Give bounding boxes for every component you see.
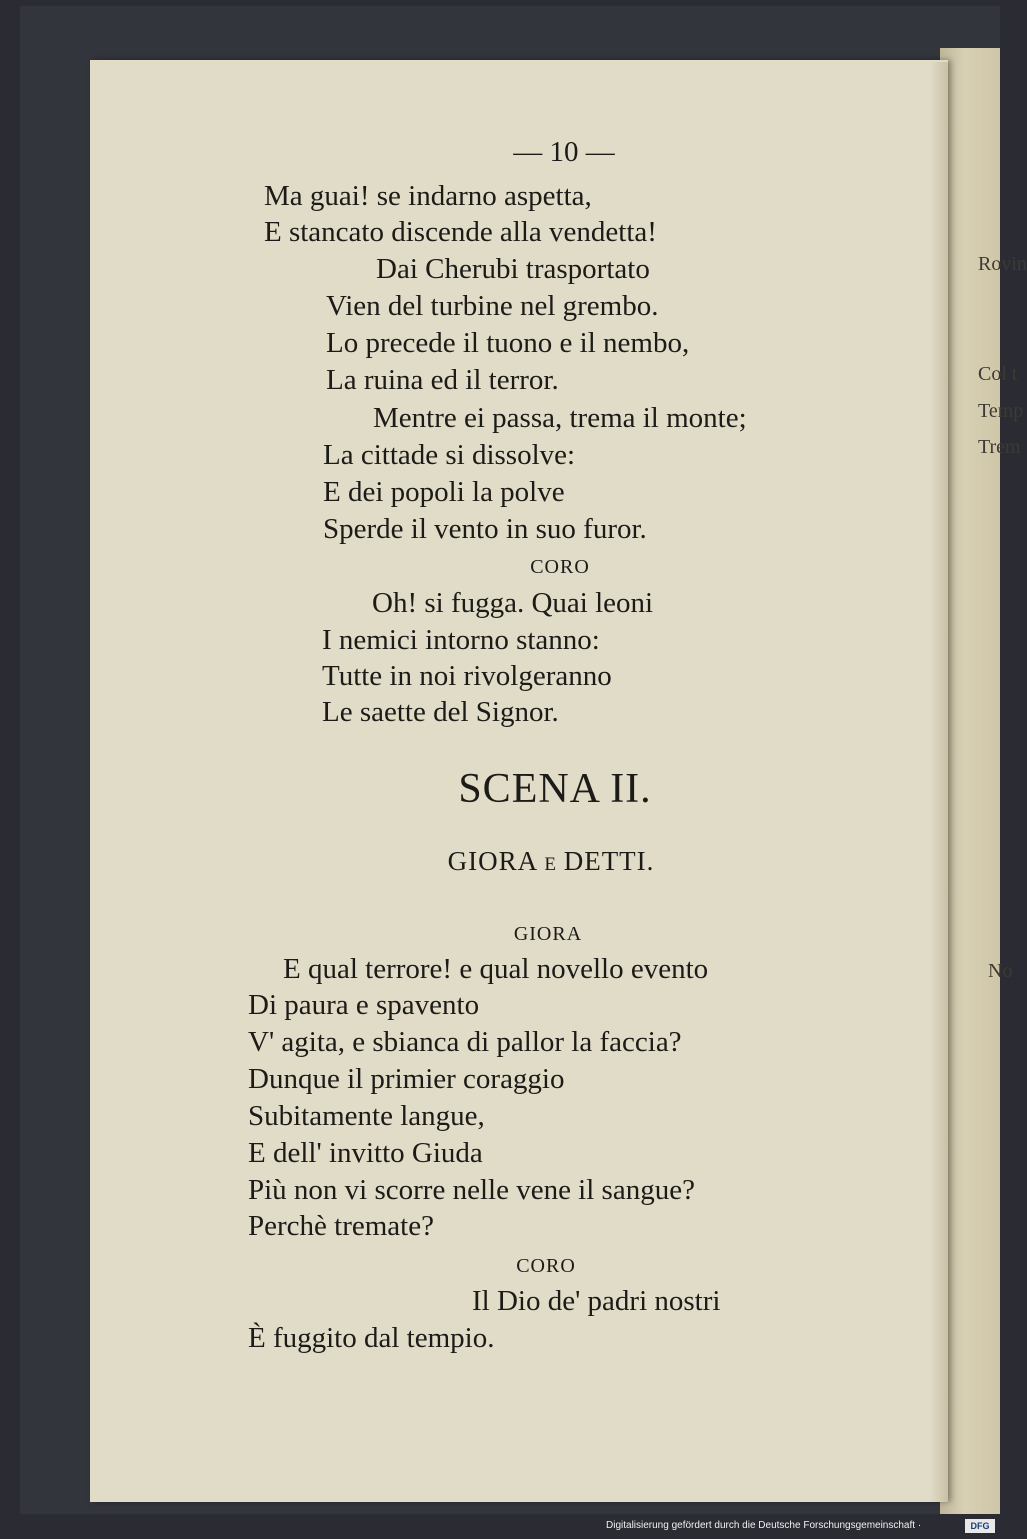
verse-line: Mentre ei passa, trema il monte; bbox=[373, 402, 747, 434]
speaker-label: CORO bbox=[516, 1255, 576, 1277]
verse-line: Subitamente langue, bbox=[248, 1100, 485, 1132]
verse-line: Sperde il vento in suo furor. bbox=[323, 513, 647, 545]
dfg-logo: DFG bbox=[965, 1519, 995, 1533]
adjacent-page-text: Rovin bbox=[978, 253, 1027, 275]
verse-line: E qual terrore! e qual novello evento bbox=[283, 953, 709, 985]
character-name: GIORA bbox=[447, 846, 537, 876]
verse-line: La ruina ed il terror. bbox=[326, 364, 559, 396]
verse-line: Le saette del Signor. bbox=[322, 696, 559, 728]
verse-line: Dunque il primier coraggio bbox=[248, 1063, 565, 1095]
adjacent-page-text: Trem bbox=[978, 436, 1021, 458]
verse-line: E dei popoli la polve bbox=[323, 476, 565, 508]
verse-line: È fuggito dal tempio. bbox=[248, 1322, 495, 1354]
verse-line: V' agita, e sbianca di pallor la faccia? bbox=[248, 1026, 682, 1058]
adjacent-page-text: Temp bbox=[978, 400, 1024, 422]
verse-line: Più non vi scorre nelle vene il sangue? bbox=[248, 1174, 695, 1206]
digitization-credit: Digitalisierung gefördert durch die Deutsche Forschungsgemeinschaft · bbox=[606, 1520, 922, 1531]
verse-line: Il Dio de' padri nostri bbox=[472, 1285, 721, 1317]
verse-line: Vien del turbine nel grembo. bbox=[326, 290, 659, 322]
adjacent-page bbox=[940, 48, 1027, 1514]
speaker-label: GIORA bbox=[513, 923, 583, 945]
verse-line: La cittade si dissolve: bbox=[323, 439, 576, 471]
verse-line: Tutte in noi rivolgeranno bbox=[322, 660, 612, 692]
adjacent-page-text: Col t bbox=[978, 363, 1018, 385]
page-edge bbox=[930, 62, 948, 1502]
character-name: DETTI. bbox=[563, 846, 655, 876]
scene-heading: SCENA II. bbox=[458, 766, 652, 812]
page-number: — 10 — bbox=[513, 136, 615, 168]
verse-line: E stancato discende alla vendetta! bbox=[264, 216, 657, 248]
verse-line: Perchè tremate? bbox=[248, 1210, 434, 1242]
conjunction: E bbox=[544, 854, 556, 875]
verse-line: Lo precede il tuono e il nembo, bbox=[326, 327, 690, 359]
verse-line: E dell' invitto Giuda bbox=[248, 1137, 483, 1169]
verse-line: Oh! si fugga. Quai leoni bbox=[372, 587, 654, 619]
characters-heading bbox=[448, 848, 655, 875]
speaker-label: CORO bbox=[530, 556, 590, 578]
verse-line: Di paura e spavento bbox=[248, 989, 480, 1021]
verse-line: Ma guai! se indarno aspetta, bbox=[264, 180, 592, 212]
verse-line: I nemici intorno stanno: bbox=[322, 624, 600, 656]
verse-line: Dai Cherubi trasportato bbox=[376, 253, 650, 285]
adjacent-page-text: No bbox=[988, 960, 1013, 982]
